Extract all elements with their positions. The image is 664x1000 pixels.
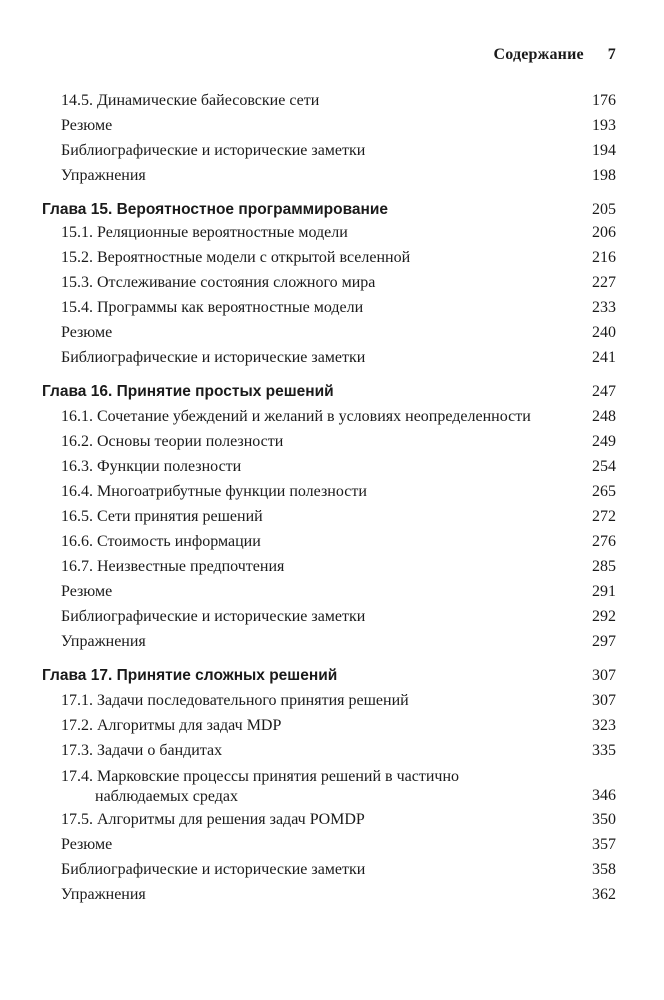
toc-entry-title: Упражнения <box>61 633 146 650</box>
toc-entry-title: Библиографические и исторические заметки <box>61 861 366 878</box>
toc-entry-17-2[interactable] <box>0 717 664 742</box>
toc-entry-exercises[interactable] <box>0 633 664 658</box>
toc-chapter-page: 247 <box>592 383 616 400</box>
toc-entry-16-3[interactable] <box>0 458 664 483</box>
toc-entry-page: 285 <box>592 558 616 575</box>
toc-entry-page: 323 <box>592 717 616 734</box>
toc-entry-title: 16.6. Стоимость информации <box>61 533 261 550</box>
toc-entry-page: 362 <box>592 886 616 903</box>
toc-entry-exercises[interactable] <box>0 886 664 911</box>
toc-entry-16-4[interactable] <box>0 483 664 508</box>
toc-entry-summary[interactable] <box>0 836 664 861</box>
toc-entry-title: Резюме <box>61 117 113 134</box>
toc-entry-16-6[interactable] <box>0 533 664 558</box>
toc-entry-16-7[interactable] <box>0 558 664 583</box>
toc-entry-page: 240 <box>592 324 616 341</box>
toc-entry-title: 15.3. Отслеживание состояния сложного мира <box>61 274 376 291</box>
toc-entry-page: 241 <box>592 349 616 366</box>
toc-entry-title: 15.4. Программы как вероятностные модели <box>61 299 364 316</box>
toc-entry-page: 307 <box>592 692 616 709</box>
toc-entry-page: 346 <box>592 787 616 804</box>
toc-entry-page: 357 <box>592 836 616 853</box>
toc-entry-exercises[interactable] <box>0 167 664 192</box>
toc-entry-page: 350 <box>592 811 616 828</box>
toc-entry-title: 16.1. Сочетание убеждений и желаний в условиях неопределенности <box>61 408 531 425</box>
toc-entry-bibliography[interactable] <box>0 349 664 374</box>
toc-entry-page: 249 <box>592 433 616 450</box>
toc-entry-15-4[interactable] <box>0 299 664 324</box>
toc-entry-15-1[interactable] <box>0 224 664 249</box>
toc-entry-page: 206 <box>592 224 616 241</box>
toc-entry-title: 15.2. Вероятностные модели с открытой вселенной <box>61 249 411 266</box>
toc-entry-17-4[interactable] <box>0 767 664 811</box>
toc-entry-page: 216 <box>592 249 616 266</box>
toc-entry-page: 176 <box>592 92 616 109</box>
toc-entry-15-3[interactable] <box>0 274 664 299</box>
toc-entry-16-1[interactable] <box>0 408 664 433</box>
toc-entry-title: Библиографические и исторические заметки <box>61 142 366 159</box>
toc-entry-bibliography[interactable] <box>0 142 664 167</box>
toc-chapter-title: Глава 16. Принятие простых решений <box>42 383 334 400</box>
toc-chapter-title: Глава 15. Вероятностное программирование <box>42 201 389 218</box>
toc-entry-title: Библиографические и исторические заметки <box>61 349 366 366</box>
running-head <box>493 46 616 64</box>
toc-entry-title: Упражнения <box>61 886 146 903</box>
toc-entry-page: 198 <box>592 167 616 184</box>
toc-entry-summary[interactable] <box>0 117 664 142</box>
toc-entry-page: 272 <box>592 508 616 525</box>
toc-entry-17-3[interactable] <box>0 742 664 767</box>
toc-entry-title: 16.7. Неизвестные предпочтения <box>61 558 285 575</box>
toc-entry-title: Резюме <box>61 836 113 853</box>
toc-entry-15-2[interactable] <box>0 249 664 274</box>
toc-entry-page: 248 <box>592 408 616 425</box>
toc-entry-page: 335 <box>592 742 616 759</box>
toc-entry-title: 16.5. Сети принятия решений <box>61 508 263 525</box>
toc-entry-page: 227 <box>592 274 616 291</box>
toc-chapter-16[interactable] <box>0 374 664 408</box>
toc-entry-title: Библиографические и исторические заметки <box>61 608 366 625</box>
toc-entry-17-1[interactable] <box>0 692 664 717</box>
toc-entry-title: 15.1. Реляционные вероятностные модели <box>61 224 348 241</box>
toc-entry-title: 17.5. Алгоритмы для решения задач POMDP <box>61 811 365 828</box>
toc-entry-summary[interactable] <box>0 583 664 608</box>
toc-entry-title-line1: 17.4. Марковские процессы принятия решений в частично <box>61 768 460 785</box>
toc-entry-page: 254 <box>592 458 616 475</box>
toc-entry-page: 276 <box>592 533 616 550</box>
toc-entry-title: 17.1. Задачи последовательного принятия решений <box>61 692 409 709</box>
toc-entry-16-2[interactable] <box>0 433 664 458</box>
toc-entry-title: 16.2. Основы теории полезности <box>61 433 284 450</box>
toc-chapter-17[interactable] <box>0 658 664 692</box>
toc-entry-14-5[interactable] <box>0 92 664 117</box>
toc-entry-page: 292 <box>592 608 616 625</box>
toc-chapter-page: 307 <box>592 667 616 684</box>
toc-entry-bibliography[interactable] <box>0 861 664 886</box>
toc-entry-title <box>61 767 501 807</box>
toc-entry-page: 193 <box>592 117 616 134</box>
toc-entry-title: 14.5. Динамические байесовские сети <box>61 92 320 109</box>
toc-chapter-15[interactable] <box>0 192 664 224</box>
toc-chapter-title: Глава 17. Принятие сложных решений <box>42 667 338 684</box>
toc-entry-page: 291 <box>592 583 616 600</box>
toc-entry-title: Резюме <box>61 324 113 341</box>
toc-entry-title: Резюме <box>61 583 113 600</box>
toc-chapter-page: 205 <box>592 201 616 218</box>
running-head-page-number: 7 <box>607 46 616 63</box>
toc-entry-17-5[interactable] <box>0 811 664 836</box>
toc-entry-title: 17.3. Задачи о бандитах <box>61 742 223 759</box>
toc-entry-page: 233 <box>592 299 616 316</box>
toc-entry-page: 194 <box>592 142 616 159</box>
table-of-contents <box>0 92 664 911</box>
toc-entry-page: 297 <box>592 633 616 650</box>
toc-entry-bibliography[interactable] <box>0 608 664 633</box>
toc-entry-title-line2: наблюдаемых средах <box>95 788 238 805</box>
toc-entry-16-5[interactable] <box>0 508 664 533</box>
toc-entry-title: Упражнения <box>61 167 146 184</box>
toc-entry-title: 16.4. Многоатрибутные функции полезности <box>61 483 367 500</box>
toc-entry-summary[interactable] <box>0 324 664 349</box>
toc-entry-title: 16.3. Функции полезности <box>61 458 242 475</box>
running-head-title: Содержание <box>493 46 584 63</box>
toc-entry-title: 17.2. Алгоритмы для задач MDP <box>61 717 282 734</box>
toc-entry-page: 265 <box>592 483 616 500</box>
toc-entry-page: 358 <box>592 861 616 878</box>
